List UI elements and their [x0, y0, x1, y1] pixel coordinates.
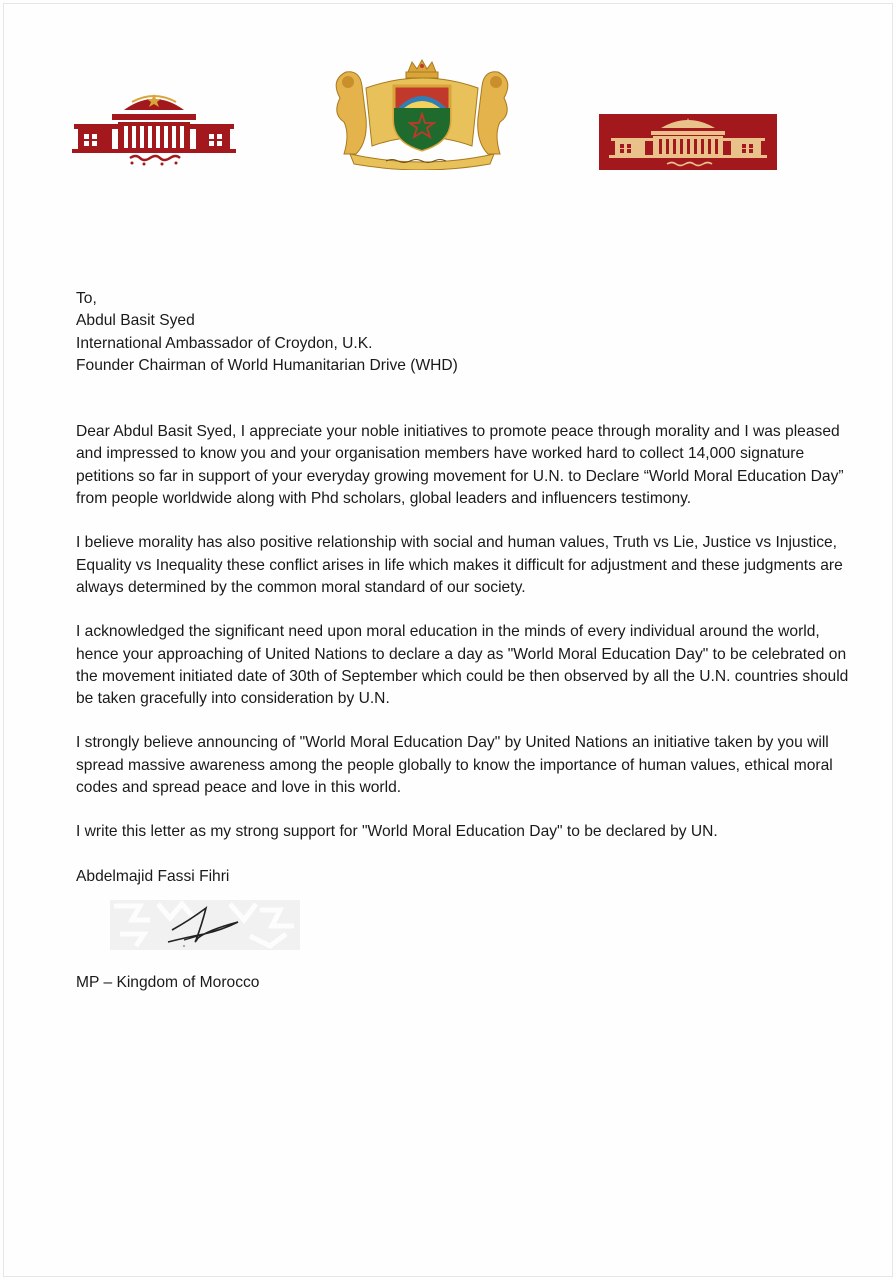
- paragraph-5: I write this letter as my strong support for "World Moral Education Day" to be declared by UN.: [76, 823, 718, 841]
- coat-of-arms-emblem: [326, 58, 518, 170]
- paragraph-1: Dear Abdul Basit Syed, I appreciate your noble initiatives to promote peace through morality and I was pleased and impressed to know you and your organisation members have worked hard to collect 14,000 signature petitions so far in support of your everyday growing movement for U.N. to Declare “World Moral Education Day” from people worldwide along with Phd scholars, global leaders and influencers testimony.: [76, 423, 844, 508]
- parliament-logo-right: [599, 114, 777, 170]
- signer-position: MP – Kingdom of Morocco: [76, 973, 260, 991]
- parliament-logo-left: [72, 88, 236, 168]
- recipient-organisation: Founder Chairman of World Humanitarian Drive (WHD): [76, 356, 458, 374]
- handwritten-signature: [110, 900, 300, 950]
- recipient-name: Abdul Basit Syed: [76, 312, 195, 330]
- recipient-title: International Ambassador of Croydon, U.K.: [76, 334, 373, 352]
- salutation-to: To,: [76, 290, 97, 307]
- letter-body: [76, 288, 866, 994]
- paragraph-3: I acknowledged the significant need upon moral education in the minds of every individual around the world, hence your approaching of United Nations to declare a day as "World Moral Education Day" to be celebrated on the movement initiated date of 30th of September which could be then observed by all the U.N. countries should be taken gracefully into consideration by U.N.: [76, 623, 849, 708]
- signer-name: Abdelmajid Fassi Fihri: [76, 867, 230, 885]
- paragraph-2: I believe morality has also positive relationship with social and human values, Truth vs Lie, Justice vs Injustice, Equality vs Inequality these conflict arises in life which makes it difficult for adjustment and these judgments are always determined by the common moral standard of our society.: [76, 534, 843, 596]
- paragraph-4: I strongly believe announcing of "World Moral Education Day" by United Nations an initiative taken by you will spread massive awareness among the people globally to know the importance of human values, ethical moral codes and spread peace and love in this world.: [76, 734, 833, 797]
